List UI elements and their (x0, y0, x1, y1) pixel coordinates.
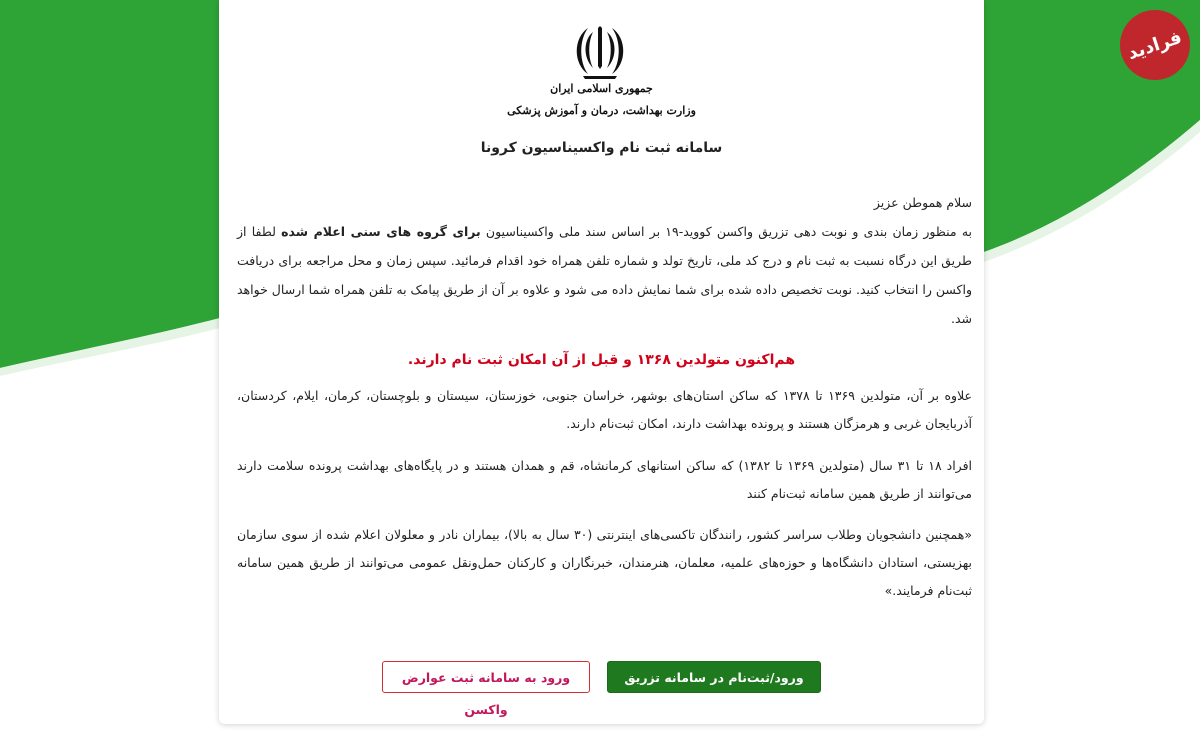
announcement-paragraph-2: افراد ۱۸ تا ۳۱ سال (متولدین ۱۳۶۹ تا ۱۳۸۲) که ساکن استانهای کرمانشاه، قم و همدان هستند و در پایگاه‌های بهداشت پرونده سلامت دارند می‌توانند از طریق همین سامانه ثبت‌نام کنند (237, 458, 973, 501)
registration-card (219, 0, 984, 724)
intro-text-start: به منظور زمان بندی و نوبت دهی تزریق واکسن کووید-۱۹ بر اساس سند ملی واکسیناسیون (485, 224, 972, 239)
announcement-headline: هم‌اکنون متولدین ۱۳۶۸ و قبل از آن امکان ثبت نام دارند. (407, 352, 796, 368)
intro-text (237, 217, 972, 333)
side-effects-login-button[interactable]: ورود به سامانه ثبت عوارض واکسن (382, 661, 590, 693)
page-title: سامانه ثبت نام واکسیناسیون کرونا (480, 140, 723, 156)
ministry-line-2: وزارت بهداشت، درمان و آموزش پزشکی (507, 104, 696, 117)
announcement-paragraph-1: علاوه بر آن، متولدین ۱۳۶۹ تا ۱۳۷۸ که ساکن استان‌های بوشهر، خراسان جنوبی، خوزستان، سیستان و بلوچستان، کرمان، ایلام، کردستان، آذربایجان غربی و هرمزگان هستند و پرونده بهداشت دارند، امکان ثبت‌نام دارند. (237, 388, 973, 431)
announcement-paragraph-3: «همچنین دانشجویان وطلاب سراسر کشور، رانندگان تاکسی‌های اینترنتی (۳۰ سال به بالا)، بیماران نادر و معلولان اعلام شده از سوی سازمان بهزیستی، استادان دانشگاه‌ها و حوزه‌های علمیه، معلمان، هنرمندان، خبرنگاران و کارکنان حمل‌ونقل عمومی می‌توانند از طریق همین سامانه ثبت‌نام فرمایند.» (237, 527, 972, 598)
intro-text-end: لطفا از طریق این درگاه نسبت به ثبت نام و درج کد ملی، تاریخ تولد و شماره تلفن همراه خود اقدام فرمائید. سپس زمان و محل مراجعه برای دریافت واکسن را انتخاب کنید. نوبت تخصیص داده شده برای شما نمایش داده می شود و علاوه بر آن از طریق پیامک به تلفن همراه شما ارسال خواهد شد. (237, 224, 972, 326)
greeting: سلام هموطن عزیز (873, 195, 972, 210)
intro-paragraph (237, 188, 972, 333)
vaccination-login-button[interactable]: ورود/ثبت‌نام در سامانه تزریق واکسن (607, 661, 821, 693)
intro-bold: برای گروه های سنی اعلام شده (281, 224, 481, 239)
faradid-logo (1120, 10, 1190, 80)
iran-emblem-icon (569, 22, 631, 84)
logo-text: فرادید (1125, 26, 1185, 64)
ministry-line-1: جمهوری اسلامی ایران (550, 82, 653, 95)
